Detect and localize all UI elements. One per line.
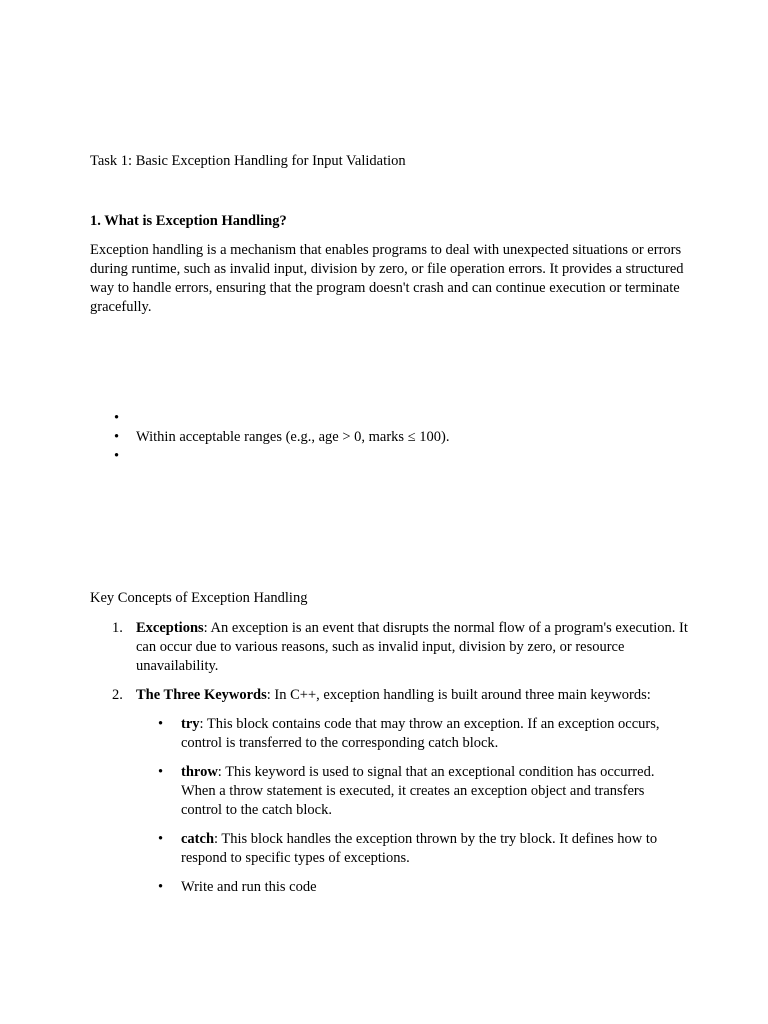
definition: : An exception is an event that disrupts the normal flow of a program's execution. It can occur due to various reasons, such as invalid input, division by zero, or resource unavailability. — [136, 620, 688, 674]
numbered-list — [90, 619, 690, 907]
term: throw — [181, 764, 218, 780]
list-item — [90, 428, 690, 447]
list-number: 2. — [112, 687, 123, 703]
bullet-icon: • — [158, 764, 164, 780]
concepts-title: Key Concepts of Exception Handling — [90, 590, 308, 606]
list-item — [90, 686, 690, 897]
sub-list-item — [136, 763, 681, 820]
term: try — [181, 716, 200, 732]
task-title: Task 1: Basic Exception Handling for Input Validation — [90, 153, 406, 169]
definition: : This block contains code that may throw an exception. If an exception occurs, control is transferred to the corresponding catch block. — [181, 716, 660, 751]
definition: : In C++, exception handling is built around three main keywords: — [266, 687, 651, 703]
list-item — [90, 447, 690, 466]
sub-list-item — [136, 830, 681, 868]
definition: Write and run this code — [181, 879, 317, 895]
term: Exceptions — [136, 620, 204, 636]
term: The Three Keywords — [136, 687, 267, 703]
section-paragraph: Exception handling is a mechanism that enables programs to deal with unexpected situations or errors during runtime, such as invalid input, division by zero, or file operation errors. It provides a structured way to handle errors, ensuring that the program doesn't crash and can continue execution or terminate gracefully. — [90, 242, 684, 315]
bullet-icon: • — [158, 716, 164, 732]
definition: : This block handles the exception thrown by the try block. It defines how to respond to specific types of exceptions. — [181, 831, 658, 866]
bullet-list — [90, 409, 690, 466]
bullet-icon: • — [114, 410, 120, 426]
list-item — [90, 409, 690, 428]
bullet-icon: • — [114, 429, 120, 445]
bullet-icon: • — [114, 448, 120, 464]
term: catch — [181, 831, 215, 847]
sub-list — [136, 715, 690, 897]
section-heading: 1. What is Exception Handling? — [90, 213, 287, 229]
list-item — [90, 619, 690, 676]
bullet-icon: • — [158, 831, 164, 847]
definition: : This keyword is used to signal that an exceptional condition has occurred. When a throw statement is executed, it creates an exception object and transfers control to the catch block. — [181, 764, 655, 818]
sub-list-item — [136, 715, 681, 753]
sub-list-item — [136, 878, 681, 897]
list-item-text: Within acceptable ranges (e.g., age > 0, marks ≤ 100). — [136, 429, 450, 445]
list-number: 1. — [112, 620, 123, 636]
bullet-icon: • — [158, 879, 164, 895]
